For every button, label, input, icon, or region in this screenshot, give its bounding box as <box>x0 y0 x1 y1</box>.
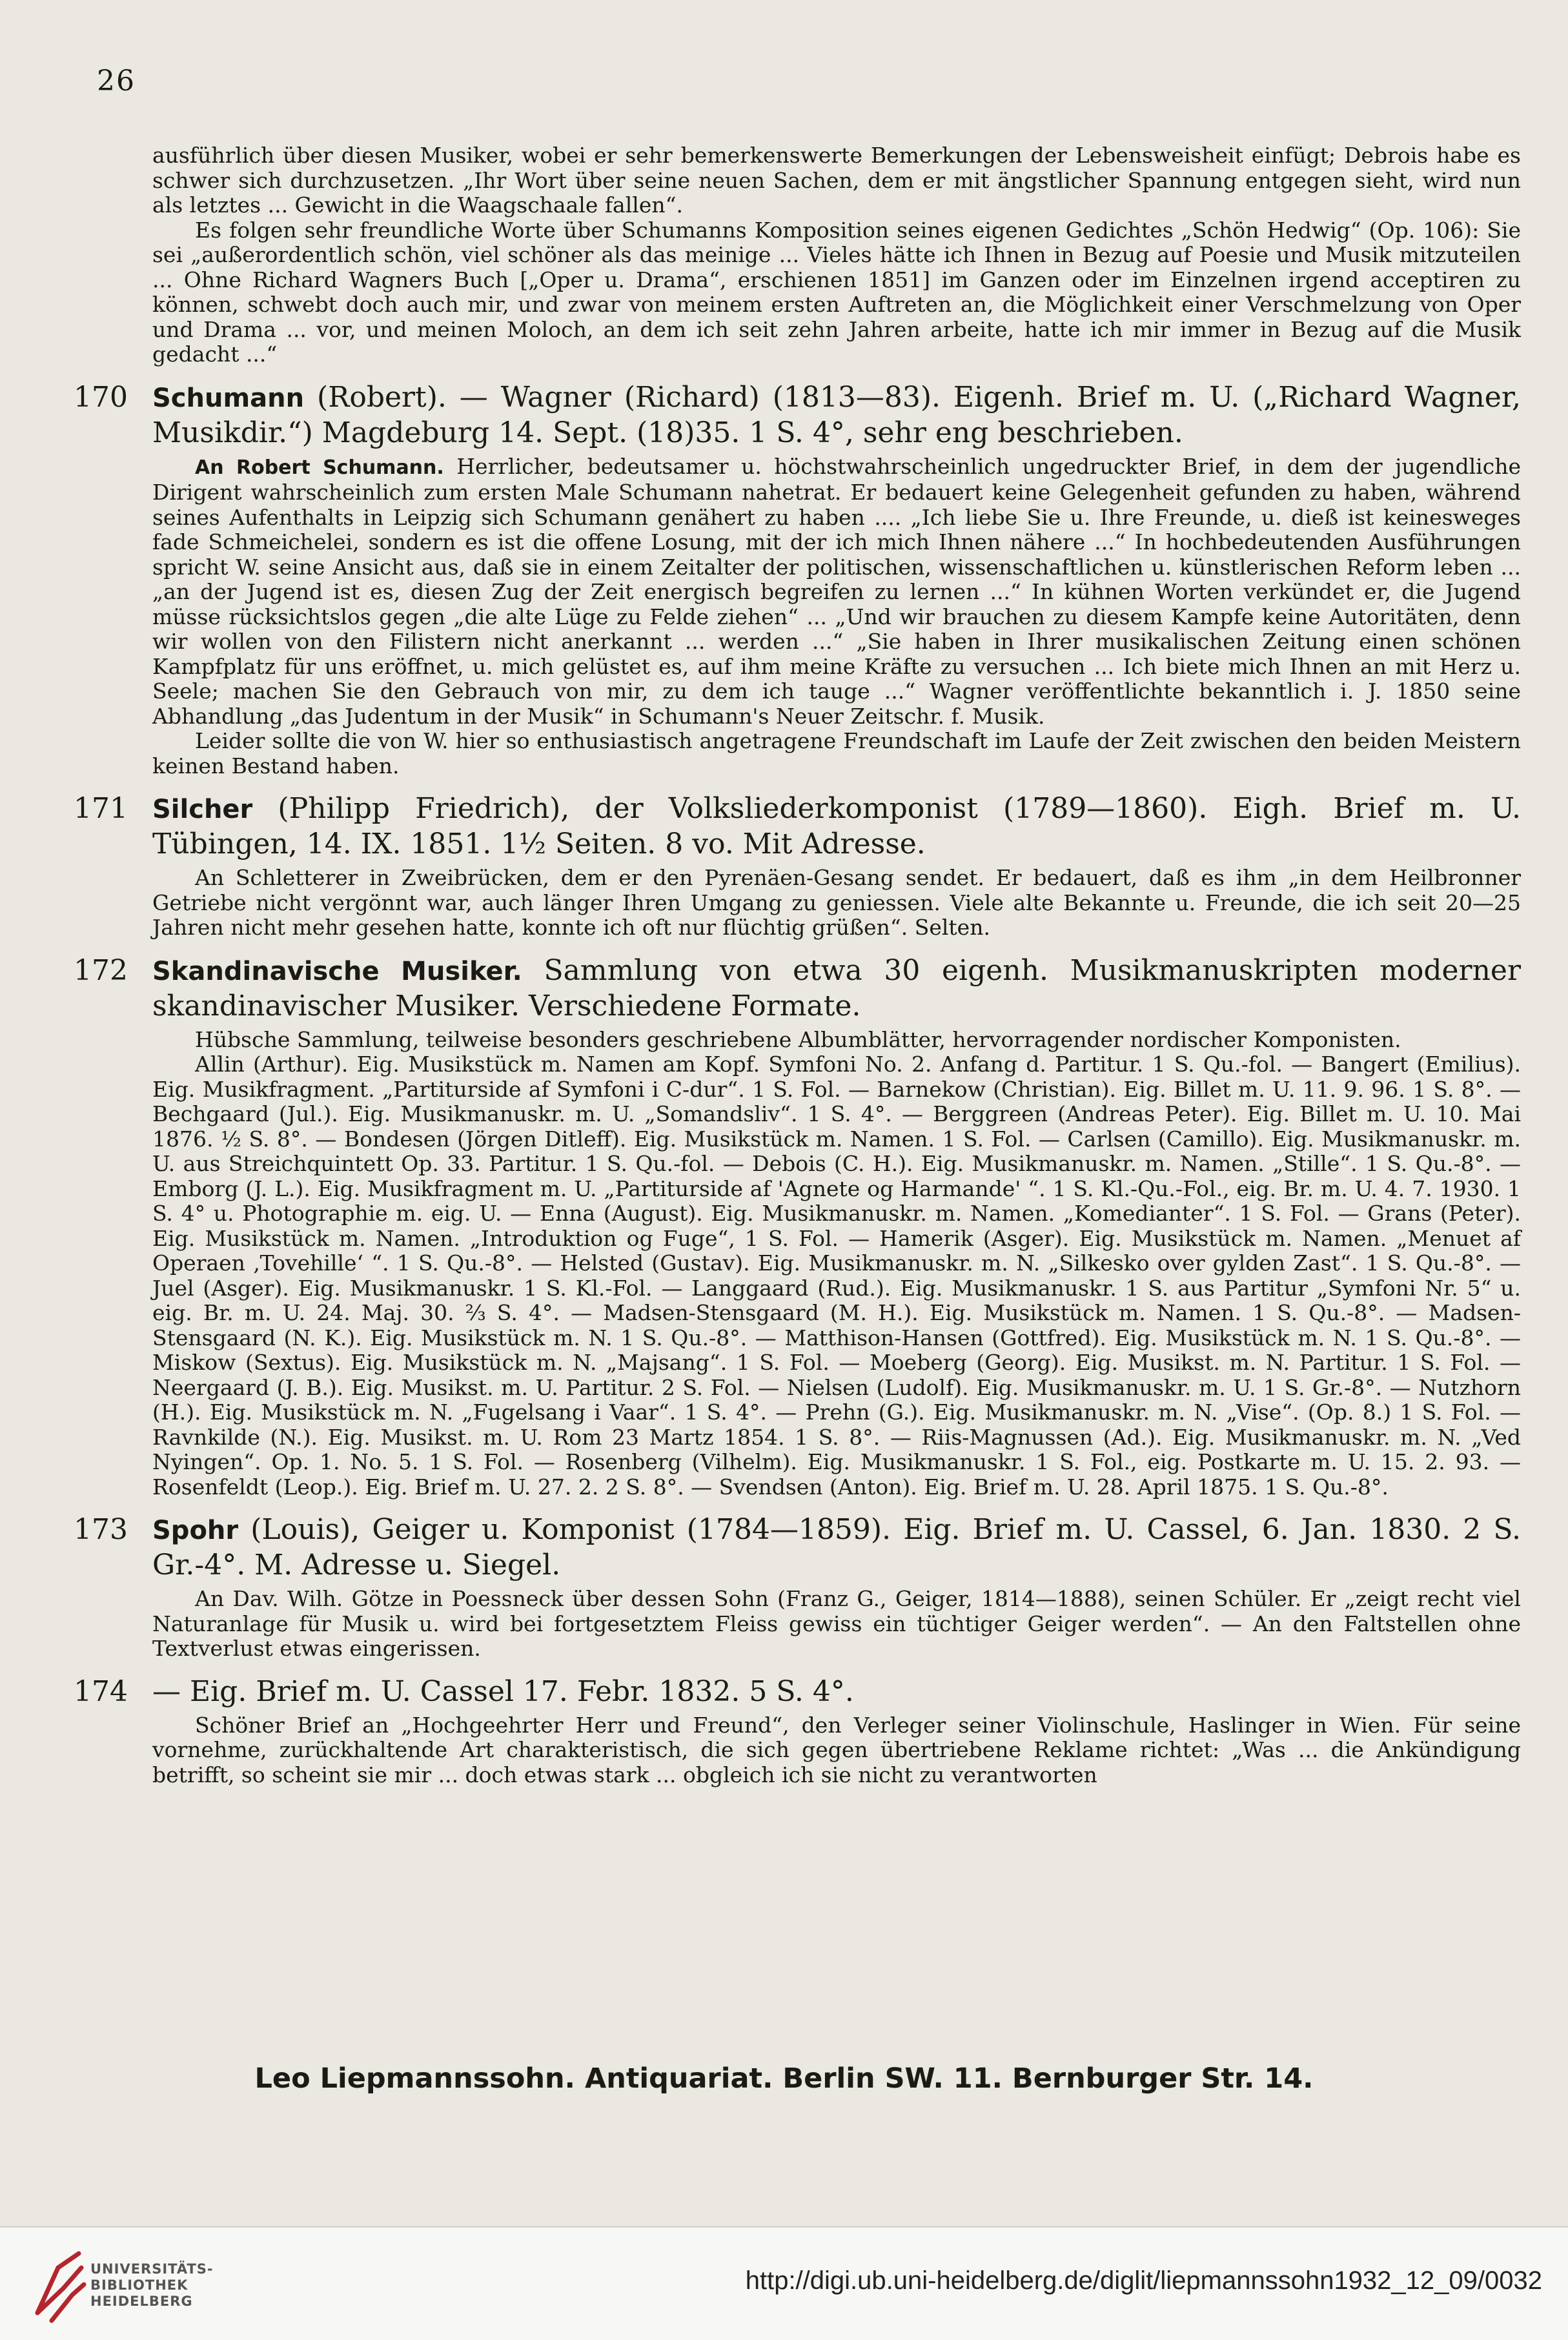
entry-description: (Robert). — Wagner (Richard) (1813—83). Eigenh. Brief m. U. („Richard Wagner, Musikdir.“) Magdeburg 14. Sept. (18)35. 1 S. 4°, sehr eng beschrieben. <box>152 380 1521 449</box>
library-logo-icon <box>26 2242 90 2326</box>
entry-description: (Louis), Geiger u. Komponist (1784—1859). Eig. Brief m. U. Cassel, 6. Jan. 1830. 2 S. Gr.-4°. M. Adresse u. Siegel. <box>152 1513 1521 1582</box>
entry-number: 170 <box>74 380 128 414</box>
entry-body: Allin (Arthur). Eig. Musikstück m. Namen am Kopf. Symfoni No. 2. Anfang d. Partitur. 1 S. Qu.-fol. — Bangert (Emilius). Eig. Musikfragment. „Partiturside af Symfoni i C-dur“. 1 S. Fol. — Barnekow (Christian). Eig. Billet m. U. 11. 9. 96. 1 S. 8°. — Bechgaard (Jul.). Eig. Musikmanuskr. m. U. „Somandsliv“. 1 S. 4°. — Berggreen (Andreas Peter). Eig. Billet m. U. 10. Mai 1876. ½ S. 8°. — Bondesen (Jörgen Ditleff). Eig. Musikstück m. Namen. 1 S. Fol. — Carlsen (Camillo). Eig. Musikmanuskr. m. U. aus Streichquintett Op. 33. Partitur. 1 S. Qu.-fol. — Debois (C. H.). Eig. Musikmanuskr. m. Namen. „Stille“. 1 S. Qu.-8°. — Emborg (J. L.). Eig. Musikfragment m. U. „Partiturside af 'Agnete og Harmande' “. 1 S. Kl.-Qu.-Fol., eig. Br. m. U. 4. 7. 1930. 1 S. 4° u. Photographie m. eig. U. — Enna (August). Eig. Musikmanuskr. m. Namen. „Komedianter“. 1 S. Fol. — Grans (Peter). Eig. Musikstück m. Namen. „Introduktion og Fuge“, 1 S. Fol. — Hamerik (Asger). Eig. Musikstück m. Namen. „Menuet af Operaen ‚Tovehille‘ “. 1 S. Qu.-8°. — Helsted (Gustav). Eig. Musikmanuskr. m. N. „Silkesko over gylden Zast“. 1 S. Qu.-8°. — Juel (Asger). Eig. Musikmanuskr. 1 S. Kl.-Fol. — Langgaard (Rud.). Eig. Musikmanuskr. 1 S. aus Partitur „Symfoni Nr. 5“ u. eig. Br. m. U. 24. Maj. 30. ⅔ S. 4°. — Madsen-Stensgaard (M. H.). Eig. Musikstück m. Namen. 1 S. Qu.-8°. — Madsen-Stensgaard (N. K.). Eig. Musikstück m. N. 1 S. Qu.-8°. — Matthison-Hansen (Gottfred). Eig. Musikstück m. N. 1 S. Qu.-8°. — Miskow (Sextus). Eig. Musikstück m. N. „Majsang“. 1 S. Fol. — Moeberg (Georg). Eig. Musikst. m. N. Partitur. 1 S. Fol. — Neergaard (J. B.). Eig. Musikst. m. U. Partitur. 2 S. Fol. — Nielsen (Ludolf). Eig. Musikmanuskr. m. U. 1 S. Gr.-8°. — Nutzhorn (H.). Eig. Musikstück m. N. „Fugelsang i Vaar“. 1 S. 4°. — Prehn (G.). Eig. Musikmanuskr. m. N. „Vise“. (Op. 8.) 1 S. Fol. — Ravnkilde (N.). Eig. Musikst. m. U. Rom 23 Martz 1854. 1 S. 8°. — Riis-Magnussen (Ad.). Eig. Musikmanuskr. m. N. „Ved Nyingen“. Op. 1. No. 5. 1 S. Fol. — Rosenberg (Vilhelm). Eig. Musikmanuskr. 1 S. Fol., eig. Postkarte m. U. 15. 2. 93. — Rosenfeldt (Leop.). Eig. Brief m. U. 27. 2. 2 S. 8°. — Svendsen (Anton). Eig. Brief m. U. 28. April 1875. 1 S. Qu.-8°. <box>152 1052 1521 1500</box>
catalog-entry <box>74 953 1521 1500</box>
entry-body: Hübsche Sammlung, teilweise besonders geschriebene Albumblätter, hervorragender nordischer Komponisten. <box>195 1026 1401 1052</box>
library-logo-mark <box>37 2254 84 2321</box>
entry-body: Leider sollte die von W. hier so enthusiastisch angetragene Freundschaft im Laufe der Zeit zwischen den beiden Meistern keinen Bestand haben. <box>152 728 1521 778</box>
entry-description: (Philipp Friedrich), der Volksliederkomponist (1789—1860). Eigh. Brief m. U. Tübingen, 14. IX. 1851. 1½ Seiten. 8 vo. Mit Adresse. <box>152 792 1521 860</box>
catalog-entry <box>74 380 1521 779</box>
entry-heading <box>152 953 1521 1024</box>
library-name-line: BIBLIOTHEK <box>90 2277 188 2293</box>
entry-body-text: Herrlicher, bedeutsamer u. höchstwahrscheinlich ungedruckter Brief, in dem der jugendliche Dirigent wahrscheinlich zum ersten Male Schumann nahetrat. Er bedauert keine Gelegenheit gefunden zu haben, während seines Aufenthalts in Leipzig sich Schumann genähert zu haben .... „Ich liebe Sie u. Ihre Freunde, u. dieß ist keinesweges fade Schmeichelei, sondern es ist die offene Losung, mit der ich mich Ihnen nähere ...“ In hochbedeutenden Ausführungen spricht W. seine Ansicht aus, daß sie in einem Zeitalter der politischen, wissenschaftlichen u. künstlerischen Reform leben ... „an der Jugend ist es, diesen Zug der Zeit energisch begreifen zu lernen ...“ In kühnen Worten verkündet er, die Jugend müsse rücksichtslos gegen „die alte Lüge zu Felde ziehen“ ... „Und wir brauchen zu diesem Kampfe keine Autoritäten, denn wir wollen von den Filistern nicht anerkannt ... werden ...“ „Sie haben in Ihrer musikalischen Zeitung einen schönen Kampfplatz für uns eröffnet, u. mich gelüstet es, auf ihm meine Kräfte zu versuchen ... Ich biete mich Ihnen an mit Herz u. Seele; machen Sie den Gebrauch von mir, zu dem ich tauge ...“ Wagner veröffentlichte bekanntlich i. J. 1850 seine Abhandlung „das Judentum in der Musik“ in Schumann's Neuer Zeitschr. f. Musik. <box>152 453 1521 729</box>
entry-heading: — Eig. Brief m. U. Cassel 17. Febr. 1832. 5 S. 4°. <box>152 1674 854 1708</box>
catalog-entry <box>74 791 1521 941</box>
permalink-url[interactable]: http://digi.ub.uni-heidelberg.de/diglit/liepmannssohn1932_12_09/0032 <box>745 2266 1542 2295</box>
entry-body: An Dav. Wilh. Götze in Poessneck über dessen Sohn (Franz G., Geiger, 1814—1888), seinen Schüler. Er „zeigt recht viel Naturanlage für Musik u. wird bei fortgesetztem Fleiss gewiss ein tüchtiger Geiger werden“. — An den Faltstellen ohne Textverlust etwas eingerissen. <box>152 1586 1521 1661</box>
entry-body: An Schletterer in Zweibrücken, dem er den Pyrenäen-Gesang sendet. Er bedauert, daß es ihm „in dem Heilbronner Getriebe nicht vergönnt war, auch länger Ihren Umgang zu geniessen. Viele alte Bekannte u. Freunde, die ich seit 20—25 Jahren nicht mehr gesehen hatte, konnte ich oft nur flüchtig grüßen“. Selten. <box>152 865 1521 940</box>
entry-heading <box>152 1512 1521 1583</box>
entry-name: Silcher <box>152 795 253 824</box>
page-number: 26 <box>97 65 136 97</box>
intro-paragraph: ausführlich über diesen Musiker, wobei er sehr bemerkenswerte Bemerkungen der Lebensweisheit einfügt; Debrois habe es schwer sich durchzusetzen. „Ihr Wort über seine neuen Sachen, dem er mit ängstlicher Spannung entgegen sieht, wird nun als letztes ... Gewicht in die Waagschaale fallen“. <box>152 143 1521 218</box>
catalog-entry <box>74 1674 1521 1788</box>
library-name-line: HEIDELBERG <box>90 2294 193 2309</box>
entry-description: Sammlung von etwa 30 eigenh. Musikmanuskripten moderner skandinavischer Musiker. Verschiedene Formate. <box>152 953 1521 1022</box>
entry-body: Schöner Brief an „Hochgeehrter Herr und Freund“, den Verleger seiner Violinschule, Haslinger in Wien. Für seine vornehme, zurückhaltende Art charakteristisch, die sich gegen übertriebene Reklame richtet: „Was ... die Ankündigung betrifft, so scheint sie mir ... doch etwas stark ... obgleich ich sie nicht zu verantworten <box>152 1712 1521 1787</box>
catalog-entry <box>74 1512 1521 1662</box>
entry-subheading: An Robert Schumann. <box>195 456 444 479</box>
entry-heading <box>152 791 1521 862</box>
entry-number: 174 <box>74 1674 128 1708</box>
library-name-line: UNIVERSITÄTS- <box>90 2261 214 2277</box>
entry-body <box>152 454 1521 729</box>
entry-number: 172 <box>74 953 128 987</box>
entry-number: 173 <box>74 1513 128 1546</box>
entry-heading <box>152 380 1521 451</box>
intro-paragraph: Es folgen sehr freundliche Worte über Schumanns Komposition seines eigenen Gedichtes „Schön Hedwig“ (Op. 106): Sie sei „außerordentlich schön, viel schöner als das meinige ... Vieles hätte ich Ihnen in Bezug auf Poesie und Musik mitzuteilen ... Ohne Richard Wagners Buch [„Oper u. Drama“, erschienen 1851] im Ganzen oder im Einzelnen irgend acceptiren zu können, schwebt doch auch mir, und zwar von meinem ersten Auftreten an, die Möglichkeit einer Verschmelzung von Oper und Drama ... vor, und meinen Moloch, an dem ich seit zehn Jahren arbeite, hatte ich mir immer in Bezug auf die Musik gedacht ...“ <box>152 217 1521 367</box>
entry-number: 171 <box>74 792 128 825</box>
catalog-content <box>74 143 1521 1787</box>
library-name <box>90 2261 214 2310</box>
entry-name: Schumann <box>152 383 305 413</box>
publisher-footer: Leo Liepmannssohn. Antiquariat. Berlin SW. 11. Bernburger Str. 14. <box>254 2062 1314 2095</box>
entry-name: Skandinavische Musiker. <box>152 956 522 986</box>
library-bar <box>0 2226 1568 2340</box>
entry-name: Spohr <box>152 1516 239 1545</box>
